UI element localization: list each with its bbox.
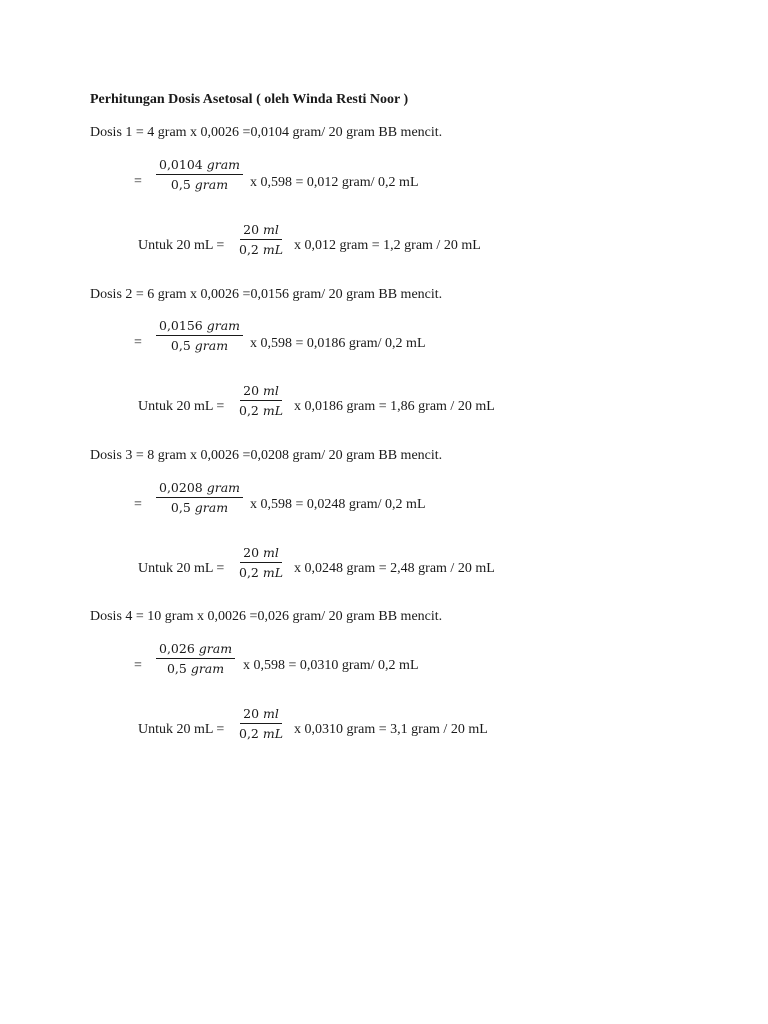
- fraction-numerator: 0,0208 gram: [156, 480, 243, 498]
- fraction-denominator: 0,2 mL: [239, 565, 284, 580]
- dose-line: Dosis 3 = 8 gram x 0,0026 =0,0208 gram/ 20 gram BB mencit.: [90, 448, 443, 463]
- untuk-label: Untuk 20 mL =: [138, 561, 225, 576]
- equals-sign: =: [134, 335, 142, 350]
- equals-sign: =: [134, 658, 142, 673]
- fraction-volume-ratio: [236, 545, 286, 580]
- equals-sign: =: [134, 174, 142, 189]
- fraction-denominator: 0,5 gram: [170, 177, 229, 192]
- volume-result: x 0,0248 gram = 2,48 gram / 20 mL: [294, 561, 495, 576]
- fraction-result: x 0,598 = 0,0248 gram/ 0,2 mL: [250, 497, 426, 512]
- fraction-dose-per-weight: [156, 480, 243, 515]
- fraction-volume-ratio: [236, 383, 286, 418]
- fraction-denominator: 0,2 mL: [239, 242, 284, 257]
- volume-result: x 0,0186 gram = 1,86 gram / 20 mL: [294, 399, 495, 414]
- fraction-numerator: 20 ml: [240, 706, 282, 724]
- fraction-result: x 0,598 = 0,0310 gram/ 0,2 mL: [243, 658, 419, 673]
- volume-result: x 0,012 gram = 1,2 gram / 20 mL: [294, 238, 481, 253]
- untuk-label: Untuk 20 mL =: [138, 399, 225, 414]
- fraction-denominator: 0,5 gram: [170, 338, 229, 353]
- untuk-label: Untuk 20 mL =: [138, 722, 225, 737]
- dose-line: Dosis 1 = 4 gram x 0,0026 =0,0104 gram/ 20 gram BB mencit.: [90, 125, 443, 140]
- fraction-volume-ratio: [236, 706, 286, 741]
- fraction-dose-per-weight: [156, 318, 243, 353]
- fraction-denominator: 0,2 mL: [239, 403, 284, 418]
- fraction-numerator: 0,0156 gram: [156, 318, 243, 336]
- fraction-denominator: 0,5 gram: [170, 500, 229, 515]
- dose-line: Dosis 2 = 6 gram x 0,0026 =0,0156 gram/ 20 gram BB mencit.: [90, 287, 443, 302]
- fraction-dose-per-weight: [156, 641, 235, 676]
- fraction-volume-ratio: [236, 222, 286, 257]
- document-title: Perhitungan Dosis Asetosal ( oleh Winda Resti Noor ): [90, 92, 409, 107]
- fraction-result: x 0,598 = 0,0186 gram/ 0,2 mL: [250, 336, 426, 351]
- fraction-numerator: 20 ml: [240, 222, 282, 240]
- fraction-denominator: 0,2 mL: [239, 726, 284, 741]
- volume-result: x 0,0310 gram = 3,1 gram / 20 mL: [294, 722, 488, 737]
- equals-sign: =: [134, 497, 142, 512]
- fraction-dose-per-weight: [156, 157, 243, 192]
- dose-line: Dosis 4 = 10 gram x 0,0026 =0,026 gram/ 20 gram BB mencit.: [90, 609, 443, 624]
- untuk-label: Untuk 20 mL =: [138, 238, 225, 253]
- fraction-denominator: 0,5 gram: [166, 661, 225, 676]
- fraction-numerator: 0,026 gram: [156, 641, 235, 659]
- fraction-numerator: 20 ml: [240, 383, 282, 401]
- fraction-numerator: 0,0104 gram: [156, 157, 243, 175]
- fraction-result: x 0,598 = 0,012 gram/ 0,2 mL: [250, 175, 419, 190]
- fraction-numerator: 20 ml: [240, 545, 282, 563]
